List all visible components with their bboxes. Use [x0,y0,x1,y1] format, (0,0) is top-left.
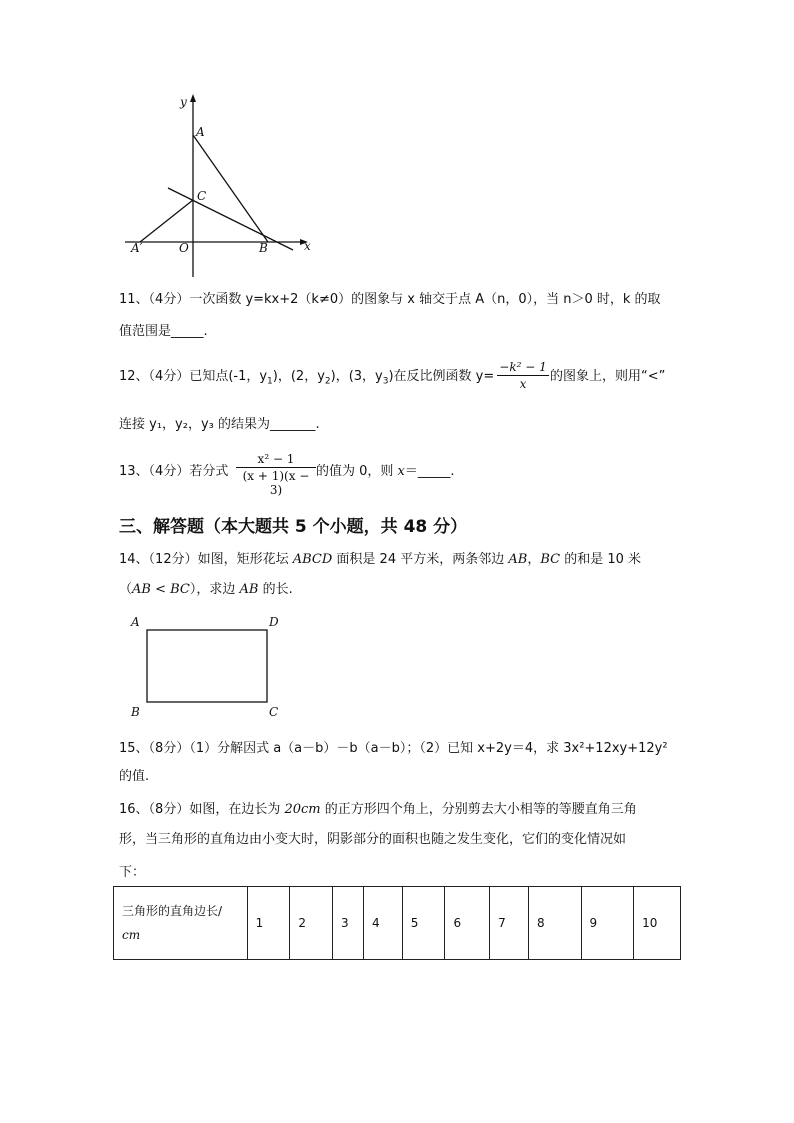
q16-line1 [119,802,637,818]
side-length-table [113,886,681,960]
label-C: C [197,189,207,203]
q14-comma: ， [527,552,541,567]
q12-fraction [497,360,549,391]
q11-line2: 值范围是_____. [119,324,208,339]
q14-text-a: 14、（12分）如图，矩形花坛 [119,552,293,567]
q14-condition: AB < BC [132,582,190,597]
q14-text-b: 面积是 24 平方米，两条邻边 [332,552,509,567]
q14-text-d: （ [119,582,133,597]
q14-bc: BC [540,552,561,567]
label-x: x [304,239,311,253]
q16-text-b: 的正方形四个角上，分别剪去大小相等的等腰直角三角 [320,802,637,817]
q13-suffix [316,464,455,480]
q16-line2: 形，当三角形的直角边由小变大时，阴影部分的面积也随之发生变化，它们的变化情况如 [119,832,627,847]
table-cell: 8 [528,887,581,960]
q13-suffix-a: 的值为 0，则 [316,464,398,479]
q14-text-c: 的和是 10 米 [560,552,642,567]
table-cell: 5 [402,887,445,960]
q12-text-c: )，(3，y [330,369,383,384]
q16-unit: 20cm [284,802,321,817]
table-cell: 10 [634,887,681,960]
label-O: O [179,241,189,255]
line-AprimeC [140,200,193,242]
q13-frac-denominator: (x + 1)(x − 3) [242,469,310,497]
q14-abcd: ABCD [292,552,333,567]
table-cell: 6 [445,887,490,960]
table-cell: 9 [581,887,634,960]
q13-prefix: 13、（4分）若分式 [119,464,229,479]
q12-frac-numerator: −k² − 1 [499,360,547,374]
rect-label-A: A [131,615,140,629]
rect-label-B: B [131,705,140,719]
q14-line2 [119,582,293,598]
q12-line2: 连接 y₁，y₂，y₃ 的结果为_______. [119,417,320,432]
table-header-label: 三角形的直角边长/ [122,904,223,918]
label-y: y [180,95,187,109]
table-header-cell [114,887,248,960]
q12-text-a: 12、（4分）已知点(-1，y [119,369,268,384]
q13-suffix-b: ＝_____. [404,464,455,479]
q12-sub3: 3 [382,376,389,387]
table-header-unit: cm [122,928,141,942]
q12-sub2: 2 [324,376,331,387]
q13-var: x [397,464,405,479]
y-axis-arrow [190,94,196,102]
q12-sub1: 1 [267,376,273,387]
rectangle-abcd [147,630,267,702]
table-cell: 1 [247,887,290,960]
coordinate-figure [120,92,320,282]
q12-frac-denominator: x [519,377,527,391]
q11-line1: 11、（4分）一次函数 y=kx+2（k≠0）的图象与 x 轴交于点 A（n，0），当 n＞0 时，k 的取 [119,292,661,307]
rect-label-D: D [269,615,279,629]
q14-text-e: ），求边 [189,582,240,597]
q12-line1 [119,369,494,390]
rectangle-figure [125,612,290,722]
q14-ab2: AB [239,582,259,597]
q16-text-a: 16、（8分）如图，在边长为 [119,802,285,817]
q12-text-b: )，(2，y [272,369,325,384]
q14-line1 [119,552,641,568]
q13-frac-numerator: x² − 1 [257,452,295,466]
table-cell: 3 [333,887,364,960]
q13-fraction [236,452,316,497]
section-3-title: 三、解答题（本大题共 5 个小题，共 48 分） [119,517,468,537]
q15-line1: 15、（8分）（1）分解因式 a（a－b）－b（a－b）；（2）已知 x+2y＝4，求 3x²+12xy+12y² [119,741,668,756]
q12-line1-end: 的图象上，则用“<” [550,369,666,384]
q15-line2: 的值. [119,769,150,784]
label-A-prime: A′ [131,241,143,255]
label-A: A [196,125,205,139]
rect-label-C: C [269,705,279,719]
q12-text-d: )在反比例函数 y= [388,369,495,384]
table-cell: 2 [290,887,333,960]
table-cell: 7 [490,887,529,960]
table-row [114,887,681,960]
q16-line3: 下： [119,865,146,880]
q14-text-f: 的长. [258,582,293,597]
q14-ab: AB [508,552,528,567]
label-B: B [259,241,268,255]
table-cell: 4 [363,887,402,960]
